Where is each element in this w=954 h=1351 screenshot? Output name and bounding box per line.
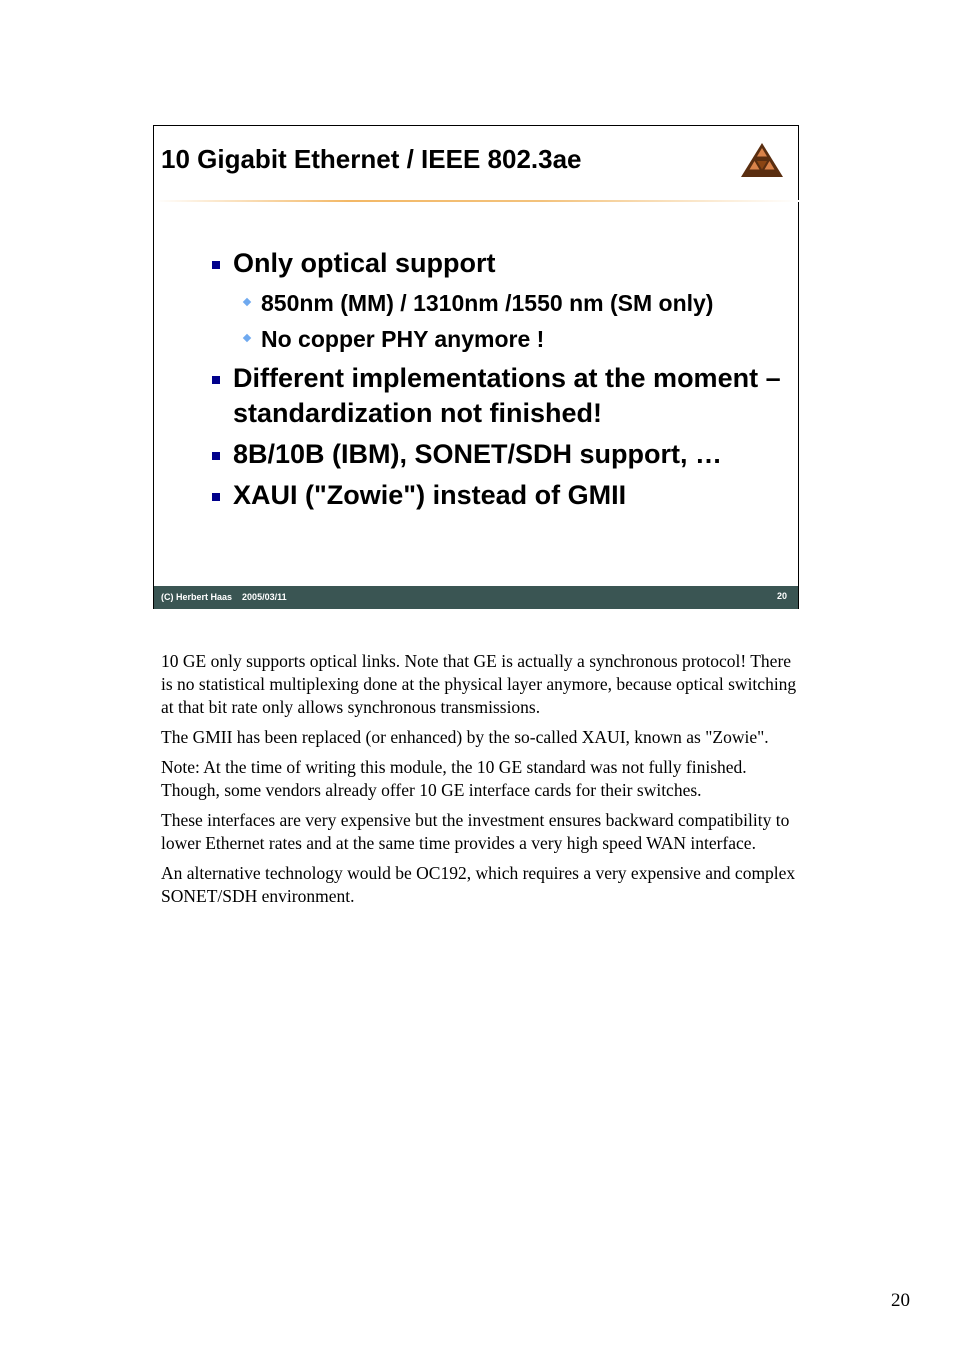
notes-paragraph: These interfaces are very expensive but the investment ensures backward compatibility to lower Ethernet rates and at the same time provides a very high speed WAN interface. bbox=[161, 810, 790, 853]
footer-date: 2005/03/11 bbox=[242, 592, 287, 602]
bullet-item bbox=[154, 437, 800, 472]
square-bullet-icon bbox=[212, 493, 220, 501]
bullet-item bbox=[154, 478, 800, 513]
sub-bullet-text: No copper PHY anymore ! bbox=[261, 326, 545, 352]
speaker-notes bbox=[161, 650, 801, 915]
bullet-text: Only optical support bbox=[233, 248, 496, 278]
page-number: 20 bbox=[891, 1290, 910, 1311]
notes-paragraph: Note: At the time of writing this module, the 10 GE standard was not fully finished. Though, some vendors already offer 10 GE interface cards for their switches. bbox=[161, 757, 747, 800]
square-bullet-icon bbox=[212, 452, 220, 460]
bullet-text: XAUI ("Zowie") instead of GMII bbox=[233, 480, 627, 510]
bullet-item bbox=[154, 246, 800, 281]
square-bullet-icon bbox=[212, 376, 220, 384]
bullet-text: Different implementations at the moment – standardization not finished! bbox=[233, 363, 781, 428]
bullet-item bbox=[154, 361, 800, 431]
diamond-bullet-icon bbox=[243, 298, 251, 306]
slide-title: 10 Gigabit Ethernet / IEEE 802.3ae bbox=[161, 144, 582, 174]
sub-bullet-text: 850nm (MM) / 1310nm /1550 nm (SM only) bbox=[261, 290, 714, 316]
notes-paragraph: The GMII has been replaced (or enhanced) by the so-called XAUI, known as "Zowie". bbox=[161, 727, 769, 747]
notes-paragraph: An alternative technology would be OC192, which requires a very expensive and complex SONET/SDH environment. bbox=[161, 863, 796, 906]
sub-bullet-item bbox=[154, 287, 800, 319]
diamond-bullet-icon bbox=[243, 334, 251, 342]
square-bullet-icon bbox=[212, 261, 220, 269]
triforce-triangle-logo-icon bbox=[740, 142, 784, 178]
title-divider bbox=[154, 200, 800, 202]
footer-copyright: (C) Herbert Haas bbox=[161, 592, 233, 602]
slide bbox=[153, 125, 799, 609]
notes-paragraph: 10 GE only supports optical links. Note that GE is actually a synchronous protocol! There is no statistical multiplexing done at the physical layer anymore, because optical switching at that bit rate only allows synchronous transmissions. bbox=[161, 651, 797, 717]
sub-bullet-item bbox=[154, 323, 800, 355]
bullet-text: 8B/10B (IBM), SONET/SDH support, … bbox=[233, 439, 723, 469]
footer-credit bbox=[161, 592, 287, 602]
bullet-list bbox=[154, 246, 800, 519]
slide-number: 20 bbox=[776, 591, 787, 601]
slide-footer bbox=[154, 586, 798, 609]
